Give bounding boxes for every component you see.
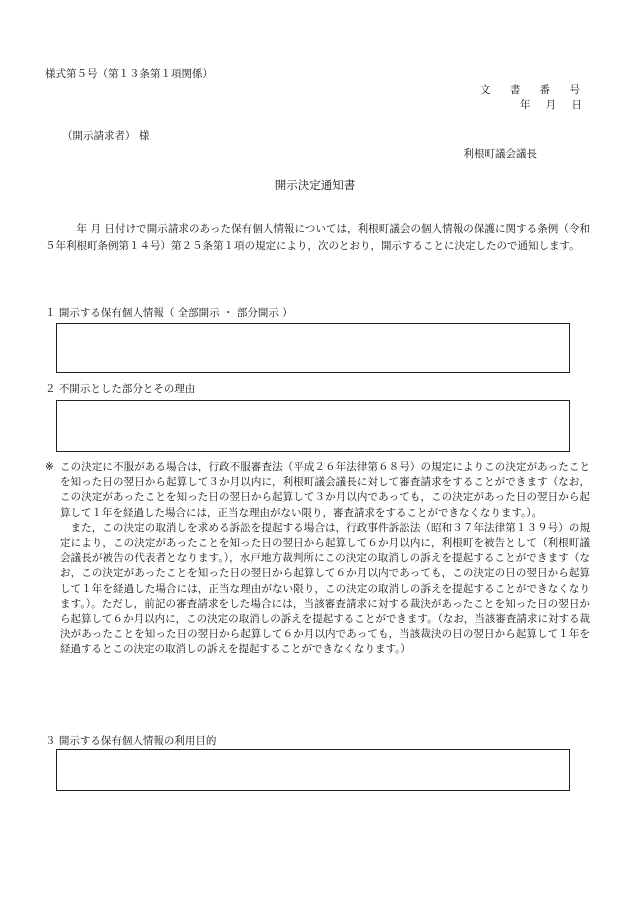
section-1-box[interactable] <box>56 323 570 373</box>
document-date-label: 年 月 日 <box>519 99 588 111</box>
intro-paragraph <box>45 221 590 254</box>
section-3-label: ３ 開示する保有個人情報の利用目的 <box>45 735 217 747</box>
notice-row <box>45 460 590 658</box>
section-1-label: １ 開示する保有個人情報（ 全部開示 ・ 部分開示 ） <box>45 307 293 319</box>
page-title: 開示決定通知書 <box>274 178 356 192</box>
sender-line: 利根町議会議長 <box>463 148 537 160</box>
recipient-line: （開示請求者） 様 <box>62 130 150 142</box>
intro-text: 年 月 日付けで開示請求のあった保有個人情報については，利根町議会の個人情報の保護に関する条例（令和５年利根町条例第１４号）第２５条第１項の規定により，次のとおり，開示することに決定したので通知します。 <box>45 223 590 252</box>
section-2-label: ２ 不開示とした部分とその理由 <box>45 383 196 395</box>
section-3-box[interactable] <box>56 749 570 791</box>
notice-body <box>60 460 590 658</box>
section-2-box[interactable] <box>56 400 570 452</box>
notice-mark: ※ <box>45 461 54 473</box>
notice-paragraph-1: この決定に不服がある場合は，行政不服審査法（平成２６年法律第６８号）の規定によりこの決定があったことを知った日の翌日から起算して３か月以内に，利根町議会議長に対して審査請求をすることができます（なお，この決定があったことを知った日の翌日から起算して３か月以内であっても，この決定があった日の翌日から起算して１年を経過した場合には，正当な理由がない限り，審査請求をすることができなくなります。）。 <box>60 461 590 519</box>
notice-paragraph-2: また，この決定の取消しを求める訴訟を提起する場合は，行政事件訴訟法（昭和３７年法律第１３９号）の規定により，この決定があったことを知った日の翌日から起算して６か月以内に，利根町を被告として（利根町議会議長が被告の代表者となります。），水戸地方裁判所にこの決定の取消しの訴えを提起することができます（なお，この決定があったことを知った日の翌日から起算して６か月以内であっても，この決定の日の翌日から起算して１年を経過した場合には，正当な理由がない限り，この決定の取消しの訴えを提起することができなくなります。）。ただし，前記の審査請求をした場合には，当該審査請求に対する裁決があったことを知った日の翌日から起算して６か月以内に，この決定の取消しの訴えを提起することができます。（なお，当該審査請求に対する裁決があったことを知った日の翌日から起算して６か月以内であっても，当該裁決の日の翌日から起算して１年を経過するとこの決定の取消しの訴えを提起することができなくなります。） <box>60 521 590 656</box>
document-number-label: 文 書 番 号 <box>479 84 588 96</box>
notice-block <box>45 460 590 658</box>
form-number: 様式第５号（第１３条第１項関係） <box>45 68 213 80</box>
